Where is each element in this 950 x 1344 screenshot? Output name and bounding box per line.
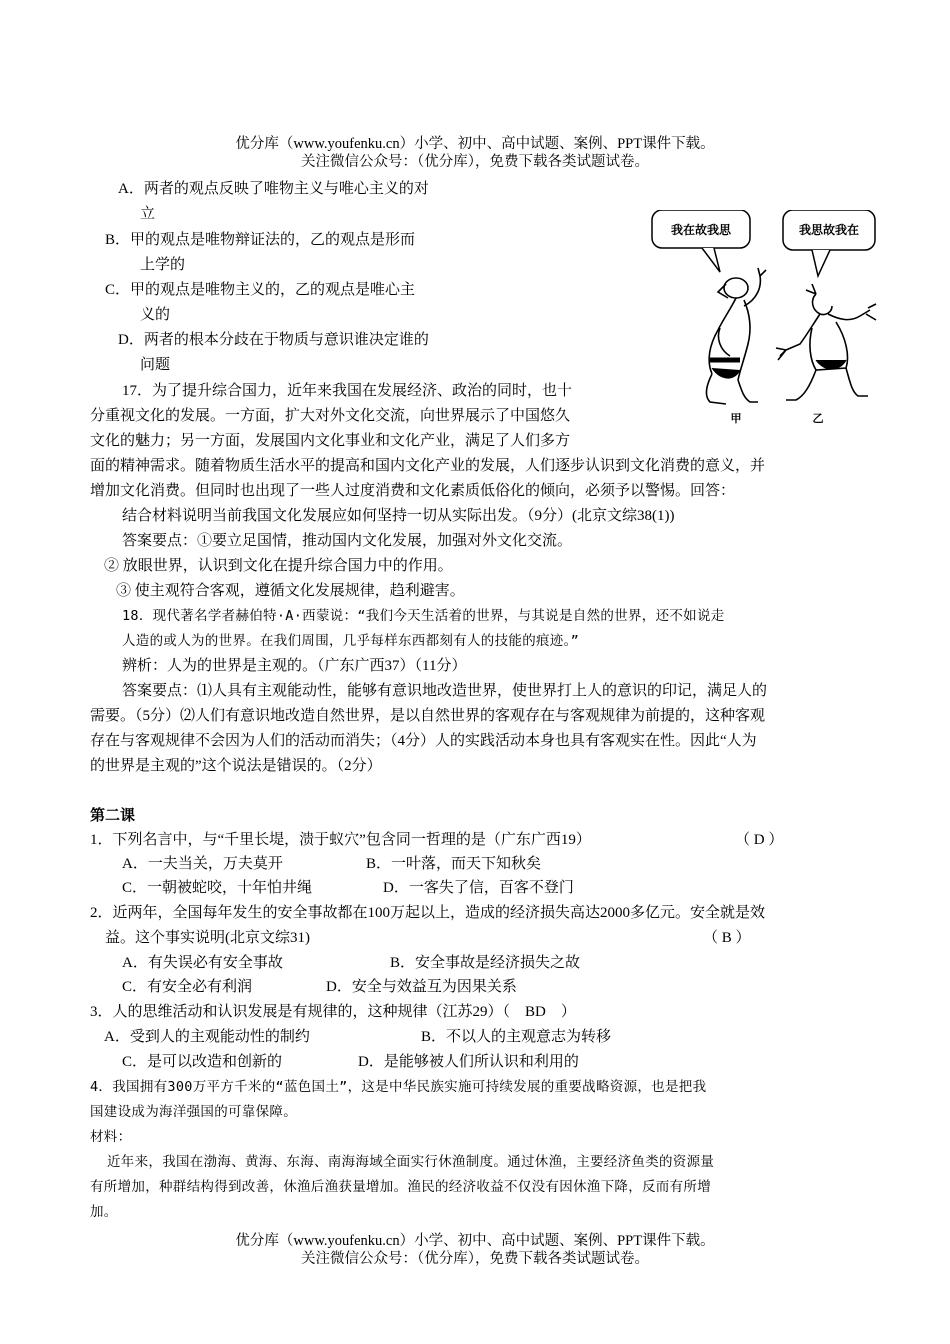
l2-q2-option-c: C．有安全必有利润 xyxy=(122,979,253,995)
l2-q2-answer: （ B ） xyxy=(703,930,751,946)
q18-quote-line2: 人造的或人为的世界。在我们周围，几乎每样东西都刻有人的技能的痕迹。” xyxy=(122,633,580,649)
footer-line-2: 关注微信公众号：（优分库），免费下载各类试题试卷。 xyxy=(301,1251,649,1267)
l2-q2-option-d: D．安全与效益互为因果关系 xyxy=(326,979,517,995)
q17-paragraph-line2: 分重视文化的发展。一方面，扩大对外文化交流，向世界展示了中国悠久 xyxy=(90,408,571,424)
l2-q4-material-line2: 有所增加，种群结构得到改善，休渔后渔获量增加。渔民的经济收益不仅没有因休渔下降，反而有所增 xyxy=(90,1179,711,1195)
q16-option-a-line2: 立 xyxy=(140,206,156,222)
header-line-2: 关注微信公众号：（优分库），免费下载各类试题试卷。 xyxy=(301,154,649,170)
l2-q1-option-a: A．一夫当关，万夫莫开 xyxy=(122,856,283,872)
figure-yi-label: 乙 xyxy=(812,412,824,425)
q17-paragraph-line5: 增加文化消费。但同时也出现了一些人过度消费和文化素质低俗化的倾向，必须予以警惕。回答： xyxy=(90,483,736,499)
l2-q1-option-d: D．一客失了信，百客不登门 xyxy=(383,880,574,896)
q18-question: 辨析：人为的世界是主观的。（广东广西37）（11分） xyxy=(122,658,467,674)
q16-option-b-line1: B．甲的观点是唯物辩证法的，乙的观点是形而 xyxy=(105,232,416,248)
q18-answer-line2: 需要。（5分）⑵人们有意识地改造自然世界，是以自然世界的客观存在与客观规律为前提的，这种客观 xyxy=(90,708,766,724)
lesson2-title: 第二课 xyxy=(90,808,136,824)
l2-q3-stem: 3．人的思维活动和认识发展是有规律的，这种规律（江苏29）（ BD ） xyxy=(90,1004,576,1020)
l2-q3-option-b: B．不以人的主观意志为转移 xyxy=(421,1029,612,1045)
q17-answer-3: ③ 使主观符合客观，遵循文化发展规律，趋利避害。 xyxy=(116,583,465,599)
footer-line-1: 优分库（www.youfenku.cn）小学、初中、高中试题、案例、PPT课件下载。 xyxy=(235,1233,715,1249)
l2-q4-material-line3: 加。 xyxy=(90,1204,118,1220)
q16-option-c-line1: C．甲的观点是唯物主义的，乙的观点是唯心主 xyxy=(105,282,416,298)
l2-q2-option-a: A．有失误必有安全事故 xyxy=(122,955,283,971)
q16-option-c-line2: 义的 xyxy=(140,307,171,323)
l2-q1-stem: 1．下列名言中，与“千里长堤，溃于蚁穴”包含同一哲理的是（广东广西19） xyxy=(90,832,591,848)
q16-option-a-line1: A．两者的观点反映了唯物主义与唯心主义的对 xyxy=(118,181,429,197)
l2-q2-option-b: B．安全事故是经济损失之故 xyxy=(390,955,581,971)
speech-bubble-right-tail xyxy=(812,250,830,276)
figure-yi xyxy=(776,284,876,400)
q17-answer-2: ② 放眼世界，认识到文化在提升综合国力中的作用。 xyxy=(104,558,453,574)
q17-question: 结合材料说明当前我国文化发展应如何坚持一切从实际出发。（9分）(北京文综38(1)) xyxy=(122,508,675,524)
speech-bubble-right-text: 我思故我在 xyxy=(798,223,860,237)
figure-jia-label: 甲 xyxy=(730,412,742,425)
speech-bubble-left-text: 我在故我思 xyxy=(670,223,732,237)
q16-option-d-line2: 问题 xyxy=(140,357,171,373)
l2-q1-option-b: B．一叶落，而天下知秋矣 xyxy=(366,856,542,872)
l2-q3-option-a: A．受到人的主观能动性的制约 xyxy=(104,1029,310,1045)
q18-answer-line3: 存在与客观规律不会因为人们的活动而消失；（4分）人的实践活动本身也具有客观实在性。因此“人为 xyxy=(90,733,757,749)
header-line-1: 优分库（www.youfenku.cn）小学、初中、高中试题、案例、PPT课件下载。 xyxy=(235,136,715,152)
l2-q3-option-d: D．是能够被人们所认识和利用的 xyxy=(358,1054,579,1070)
l2-q4-material-label: 材料： xyxy=(90,1129,132,1145)
l2-q1-option-c: C．一朝被蛇咬，十年怕井绳 xyxy=(122,880,313,896)
l2-q1-answer: （ D ） xyxy=(735,832,784,848)
q17-paragraph-line1: 17．为了提升综合国力，近年来我国在发展经济、政治的同时，也十 xyxy=(122,383,573,399)
q17-paragraph-line4: 面的精神需求。随着物质生活水平的提高和国内文化产业的发展，人们逐步认识到文化消费的意义，并 xyxy=(90,458,766,474)
q18-quote-line1: 18．现代著名学者赫伯特·A·西蒙说：“我们今天生活着的世界，与其说是自然的世界，还不如说走 xyxy=(122,608,725,624)
q16-option-d-line1: D．两者的根本分歧在于物质与意识谁决定谁的 xyxy=(118,332,429,348)
l2-q4-stem-line1: 4．我国拥有300万平方千米的“蓝色国土”，这是中华民族实施可持续发展的重要战略资源，也是把我 xyxy=(90,1079,707,1095)
l2-q2-stem-line1: 2．近两年，全国每年发生的安全事故都在100万起以上，造成的经济损失高达2000多亿元。安全就是效 xyxy=(90,905,766,921)
figure-jia xyxy=(706,268,766,404)
speech-bubble-left-tail xyxy=(702,248,720,272)
q17-paragraph-line3: 文化的魅力；另一方面，发展国内文化事业和文化产业，满足了人们多方 xyxy=(90,433,571,449)
q17-answer-1: 答案要点：①要立足国情，推动国内文化发展，加强对外文化交流。 xyxy=(122,533,573,549)
q18-answer-line4: 的世界是主观的”这个说法是错误的。（2分） xyxy=(90,758,382,774)
l2-q3-option-c: C．是可以改造和创新的 xyxy=(122,1054,283,1070)
q16-option-b-line2: 上学的 xyxy=(140,257,186,273)
l2-q4-material-line1: 近年来，我国在渤海、黄海、东海、南海海域全面实行休渔制度。通过休渔，主要经济鱼类的资源量 xyxy=(107,1154,715,1170)
cartoon-illustration xyxy=(640,210,890,430)
l2-q2-stem-line2: 益。这个事实说明(北京文综31) xyxy=(105,930,310,946)
q18-answer-line1: 答案要点：⑴人具有主观能动性，能够有意识地改造世界，使世界打上人的意识的印记，满足人的 xyxy=(122,683,768,699)
l2-q4-stem-line2: 国建设成为海洋强国的可靠保障。 xyxy=(90,1104,297,1120)
